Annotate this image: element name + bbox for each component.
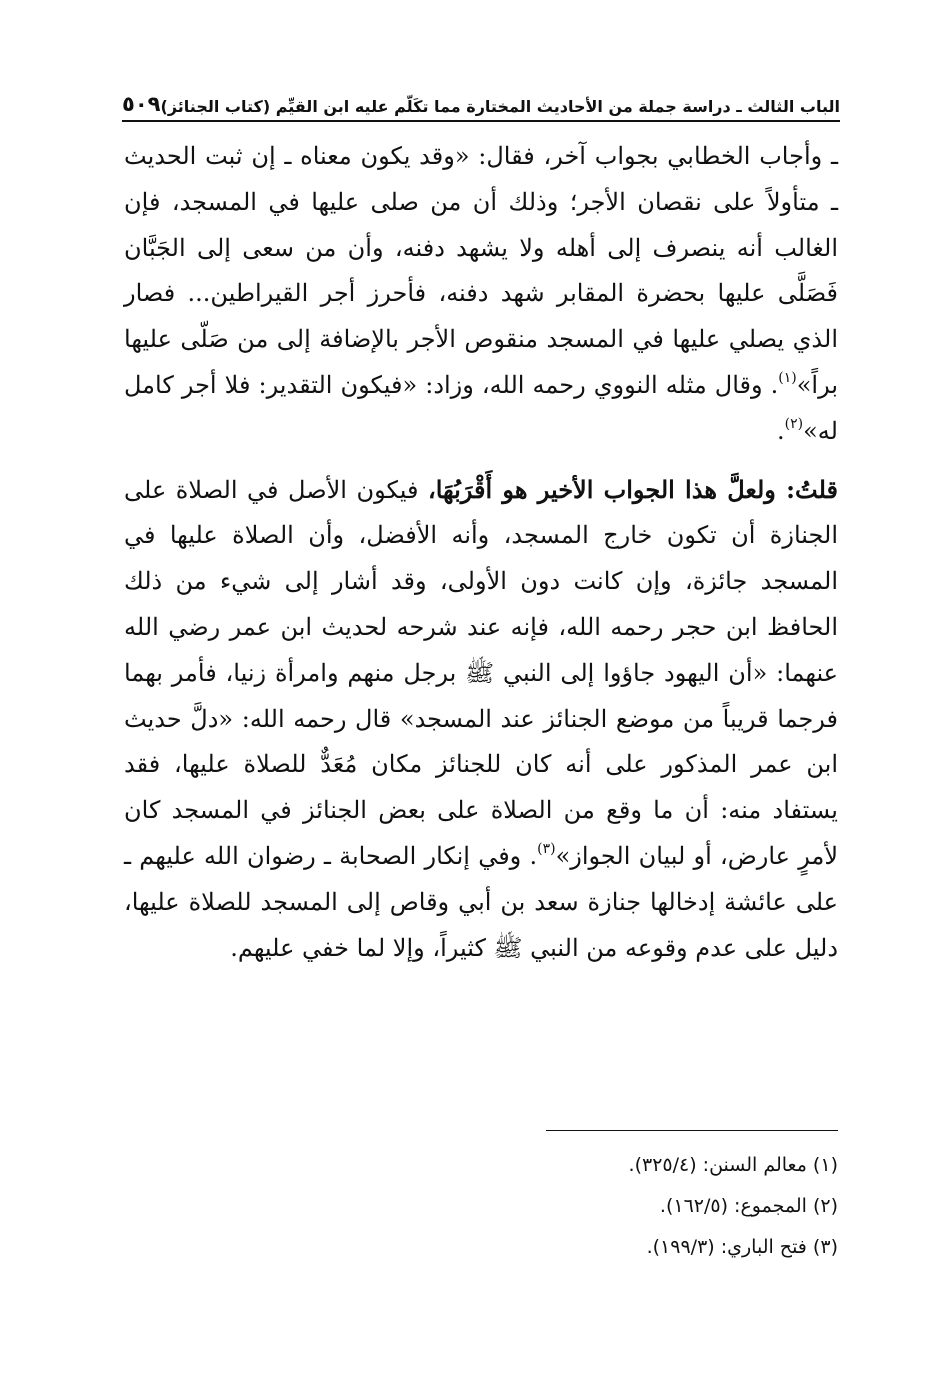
text-run: .: [777, 416, 785, 445]
footnote-ref-1: (١): [778, 369, 797, 386]
footnote-2: (٢) المجموع: (١٦٢/٥).: [659, 1195, 838, 1217]
running-header: [122, 88, 840, 122]
body-text: [124, 134, 838, 971]
text-run: فيكون الأصل في الصلاة على الجنازة أن تكون خارج المسجد، وأنه الأفضل، وأن الصلاة عليها في المسجد جائزة، وإن كانت دون الأولى، وقد أشار إلى شيء من ذلك الحافظ ابن حجر رحمه الله، فإنه عند شرحه لحديث ابن عمر رضي الله عنهما: «أن اليهود جاؤوا إلى النبي ﷺ برجل منهم وامرأة زنيا، فأمر بهما فرجما قريباً من موضع الجنائز عند المسجد» قال رحمه الله: «دلَّ حديث ابن عمر المذكور على أنه كان للجنائز مكان مُعَدٌّ للصلاة عليها، فقد يستفاد منه: أن ما وقع من الصلاة على بعض الجنائز في المسجد كان لأمرٍ عارض، أو لبيان الجواز»: [124, 475, 839, 870]
text-run: . وقال مثله النووي رحمه الله، وزاد: «فيكون التقدير: فلا أجر كامل له»: [124, 370, 838, 445]
running-title: الباب الثالث ـ دراسة جملة من الأحاديث المختارة مما تكَلّم عليه ابن القيِّم (كتاب الجنائز): [160, 97, 840, 116]
paragraph-author-opinion: [124, 467, 838, 972]
footnotes: [238, 1145, 838, 1268]
footnote-ref-3: (٣): [537, 840, 556, 857]
text-run: . وفي إنكار الصحابة ـ رضوان الله عليهم ـ على عائشة إدخالها جنازة سعد بن أبي وقاص إلى المسجد للصلاة عليها، دليل على عدم وقوعه من النبي ﷺ كثيراً، وإلا لما خفي عليهم.: [124, 841, 838, 962]
lead-phrase: قلتُ: ولعلَّ هذا الجواب الأخير هو أَقْرَبُهَا،: [427, 474, 838, 504]
page-number: ٥٠٩: [122, 92, 161, 116]
footnote-ref-2: (٢): [784, 415, 804, 432]
text-run: ـ وأجاب الخطابي بجواب آخر، فقال: «وقد يكون معناه ـ إن ثبت الحديث ـ متأولاً على نقصان الأجر؛ وذلك أن من صلى عليها في المسجد، فإن الغالب أنه ينصرف إلى أهله ولا يشهد دفنه، وأن من سعى إلى الجَبَّان فَصَلَّى عليها بحضرة المقابر شهد دفنه، فأحرز أجر القيراطين... فصار الذي يصلي عليها في المسجد منقوص الأجر بالإضافة إلى من صَلّى عليها براً»: [124, 142, 838, 399]
footnote-1: (١) معالم السنن: (٣٢٥/٤).: [628, 1154, 838, 1176]
paragraph-khattabi-answer: [124, 134, 838, 455]
footnote-3: (٣) فتح الباري: (١٩٩/٣).: [646, 1236, 838, 1258]
footnote-separator: [546, 1130, 838, 1131]
